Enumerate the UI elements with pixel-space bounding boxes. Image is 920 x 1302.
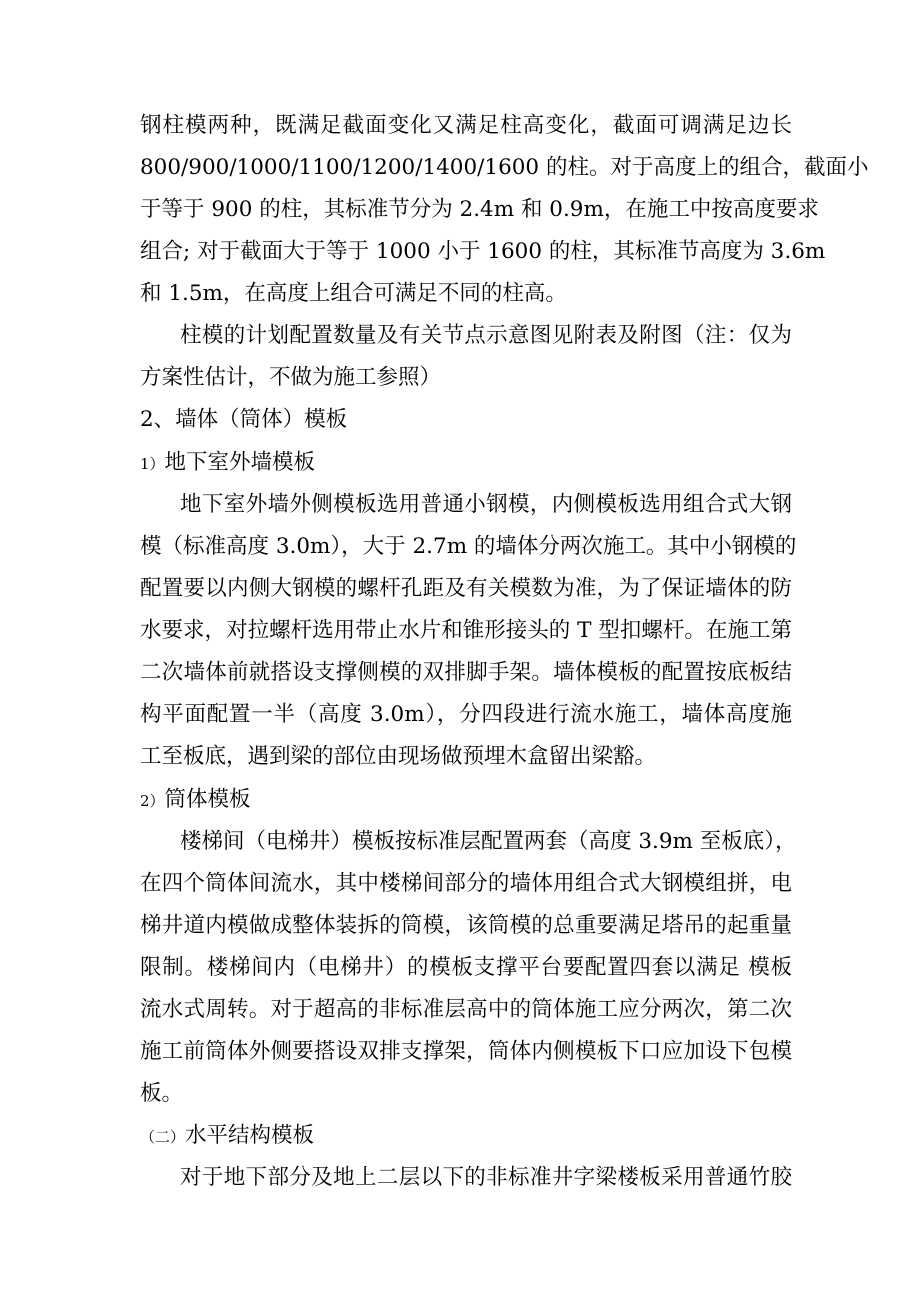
paragraph-start: 地下室外墙外侧模板选用普通小钢模，内侧模板选用组合式大钢 [180, 492, 792, 517]
paragraph-start: 柱模的计划配置数量及有关节点示意图见附表及附图（注：仅为 [180, 323, 792, 348]
text-line: 模（标准高度 3.0m），大于 2.7m 的墙体分两次施工。其中小钢模的 [140, 534, 797, 559]
text-line: 板。 [140, 1081, 184, 1106]
text-line: 构平面配置一半（高度 3.0m），分四段进行流水施工，墙体高度施 [140, 702, 792, 727]
text-line: 于等于 900 的柱，其标准节分为 2.4m 和 0.9m，在施工中按高度要求 [140, 197, 819, 222]
text-line: 组合; 对于截面大于等于 1000 小于 1600 的柱，其标准节高度为 3.6m [140, 239, 826, 264]
text-line: 施工前筒体外侧要搭设双排支撑架，筒体内侧模板下口应加设下包模 [140, 1039, 792, 1064]
text-line: 和 1.5m，在高度上组合可满足不同的柱高。 [140, 281, 567, 306]
item-marker: 2） [140, 792, 165, 810]
section-marker: （二） [140, 1128, 186, 1146]
text-line: 800/900/1000/1100/1200/1400/1600 的柱。对于高度上的组合，截面小 [140, 155, 869, 180]
subheading-text: 地下室外墙模板 [164, 450, 316, 475]
subheading-external-wall [140, 448, 792, 479]
subheading-core-tube [140, 785, 792, 816]
text-line: 在四个筒体间流水，其中楼梯间部分的墙体用组合式大钢模组拼，电 [140, 871, 792, 896]
paragraph-start: 楼梯间（电梯井）模板按标准层配置两套（高度 3.9m 至板底）， [180, 829, 797, 854]
paragraph-start: 对于地下部分及地上二层以下的非标准井字梁楼板采用普通竹胶 [180, 1165, 792, 1190]
section-heading-text: 水平结构模板 [185, 1123, 315, 1148]
text-line: 梯井道内模做成整体装拆的筒模，该筒模的总重要满足塔吊的起重量 [140, 913, 792, 938]
text-line: 水要求，对拉螺杆选用带止水片和锥形接头的 T 型扣螺杆。在施工第 [140, 618, 792, 643]
section-heading: 2、墙体（筒体）模板 [140, 407, 348, 432]
text-line: 二次墙体前就搭设支撑侧模的双排脚手架。墙体模板的配置按底板结 [140, 660, 792, 685]
text-line: 配置要以内侧大钢模的螺杆孔距及有关模数为准，为了保证墙体的防 [140, 576, 792, 601]
section-heading-horizontal [140, 1121, 792, 1152]
subheading-text: 筒体模板 [164, 787, 251, 812]
text-line: 限制。楼梯间内（电梯井）的模板支撑平台要配置四套以满足 模板 [140, 955, 792, 980]
item-marker: 1） [140, 455, 165, 473]
text-line: 钢柱模两种，既满足截面变化又满足柱高变化，截面可调满足边长 [140, 113, 792, 138]
text-line: 流水式周转。对于超高的非标准层高中的筒体施工应分两次，第二次 [140, 997, 792, 1022]
text-line: 工至板底，遇到梁的部位由现场做预埋木盒留出梁豁。 [140, 744, 657, 769]
text-line: 方案性估计，不做为施工参照） [140, 365, 442, 390]
